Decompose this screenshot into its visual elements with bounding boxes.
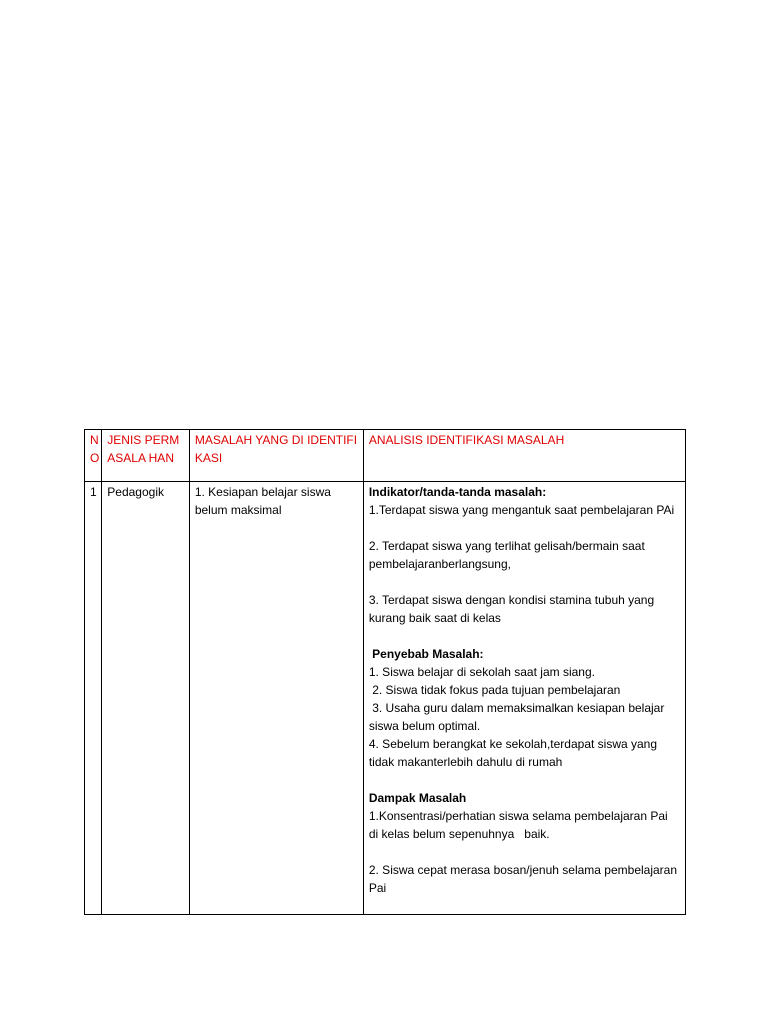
penyebab-item-2: 2. Siswa tidak fokus pada tujuan pembelajaran (368, 683, 621, 697)
indikator-item-3: 3. Terdapat siswa dengan kondisi stamina tubuh yang kurang baik saat di kelas (368, 593, 655, 625)
dampak-item-2: 2. Siswa cepat merasa bosan/jenuh selama pembelajaran Pai (368, 863, 678, 895)
penyebab-item-4: 4. Sebelum berangkat ke sekolah,terdapat siswa yang tidak makanterlebih dahulu di rumah (368, 737, 658, 769)
header-analisis-identifikasi: ANALISIS IDENTIFIKASI MASALAH (363, 430, 685, 482)
header-no: N O (85, 430, 102, 482)
table-row (85, 482, 686, 915)
indikator-title: Indikator/tanda-tanda masalah: (368, 485, 547, 499)
dampak-title: Dampak Masalah (368, 791, 467, 805)
header-jenis-permasalahan: JENIS PERMASALA HAN (102, 430, 190, 482)
indikator-item-2: 2. Terdapat siswa yang terlihat gelisah/bermain saat pembelajaranberlangsung, (368, 539, 645, 571)
penyebab-title: Penyebab Masalah: (368, 647, 484, 661)
dampak-item-1: 1.Konsentrasi/perhatian siswa selama pembelajaran Pai di kelas belum sepenuhnya baik. (368, 809, 672, 841)
cell-masalah: 1. Kesiapan belajar siswa belum maksimal (189, 482, 363, 915)
cell-no: 1 (85, 482, 102, 915)
penyebab-item-1: 1. Siswa belajar di sekolah saat jam siang. (368, 665, 595, 679)
table-header-row (85, 430, 686, 482)
header-masalah-identifikasi: MASALAH YANG DI IDENTIFIKASI (189, 430, 363, 482)
penyebab-item-3: 3. Usaha guru dalam memaksimalkan kesiapan belajar siswa belum optimal. (368, 701, 668, 733)
problem-analysis-table (84, 429, 686, 915)
cell-analisis (363, 482, 685, 915)
cell-jenis: Pedagogik (102, 482, 190, 915)
indikator-item-1: 1.Terdapat siswa yang mengantuk saat pembelajaran PAi (368, 503, 675, 517)
